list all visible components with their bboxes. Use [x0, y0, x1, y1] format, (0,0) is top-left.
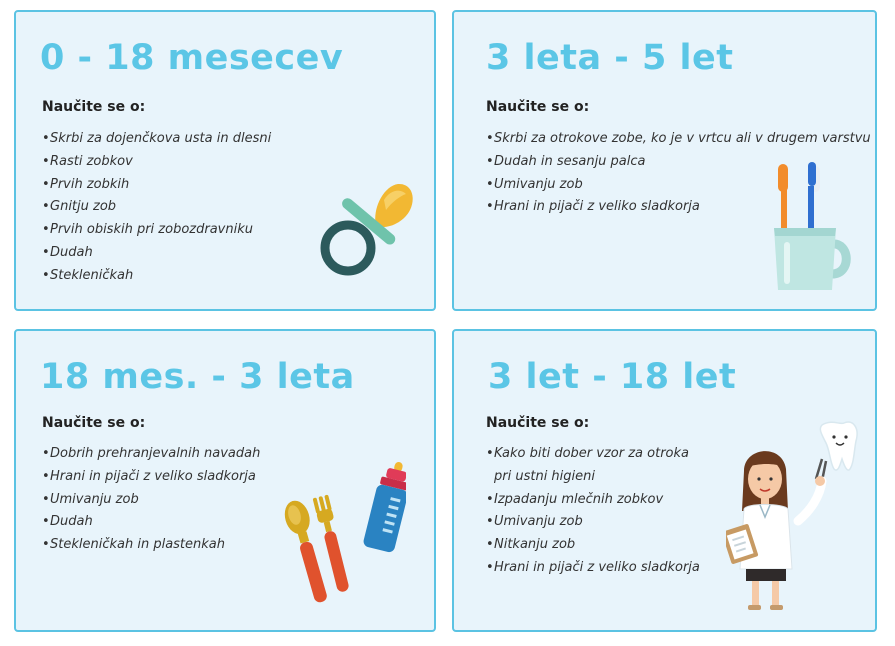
card-subtitle: Naučite se o: [486, 415, 590, 431]
topic-list [486, 443, 709, 580]
age-card-0-18-months [14, 10, 436, 311]
toothbrush-cup-icon [766, 158, 856, 292]
list-item: • Dudah [42, 242, 271, 265]
list-item: • Stekleničkah in plastenkah [42, 534, 260, 557]
list-item: • Skrbi za otrokove zobe, ko je v vrtcu ali v drugem varstvu [486, 128, 871, 151]
list-item: • Umivanju zob [486, 511, 709, 534]
list-item: • Umivanju zob [486, 174, 871, 197]
list-item: • Umivanju zob [42, 489, 260, 512]
age-card-18-months-3-years [14, 329, 436, 632]
dentist-with-tooth-icon [726, 419, 866, 615]
spoon-fork-bottle-icon [278, 457, 406, 609]
card-subtitle: Naučite se o: [42, 415, 146, 431]
list-item: • Prvih obiskih pri zobozdravniku [42, 219, 271, 242]
list-item: • Hrani in pijači z veliko sladkorja [486, 557, 709, 580]
card-title: 0 - 18 mesecev [40, 38, 344, 78]
card-title: 3 let - 18 let [488, 357, 737, 397]
list-item: • Stekleničkah [42, 265, 271, 288]
age-card-3-5-years [452, 10, 877, 311]
list-item: • Dobrih prehranjevalnih navadah [42, 443, 260, 466]
age-card-3-18-years [452, 329, 877, 632]
list-item: • Nitkanju zob [486, 534, 709, 557]
list-item: • Hrani in pijači z veliko sladkorja [42, 466, 260, 489]
card-title: 3 leta - 5 let [486, 38, 734, 78]
list-item: • Skrbi za dojenčkova usta in dlesni [42, 128, 271, 151]
list-item: • Dudah in sesanju palca [486, 151, 871, 174]
list-item: • Kako biti dober vzor za otroka pri ustni higieni [486, 443, 709, 489]
list-item: • Dudah [42, 511, 260, 534]
list-item: • Prvih zobkih [42, 174, 271, 197]
topic-list [42, 443, 260, 557]
pacifier-icon [314, 180, 424, 292]
list-item: • Gnitju zob [42, 196, 271, 219]
card-title: 18 mes. - 3 leta [40, 357, 355, 397]
list-item: • Izpadanju mlečnih zobkov [486, 489, 709, 512]
card-subtitle: Naučite se o: [486, 99, 590, 115]
list-item: • Rasti zobkov [42, 151, 271, 174]
card-subtitle: Naučite se o: [42, 99, 146, 115]
topic-list [42, 128, 271, 288]
list-item: • Hrani in pijači z veliko sladkorja [486, 196, 871, 219]
